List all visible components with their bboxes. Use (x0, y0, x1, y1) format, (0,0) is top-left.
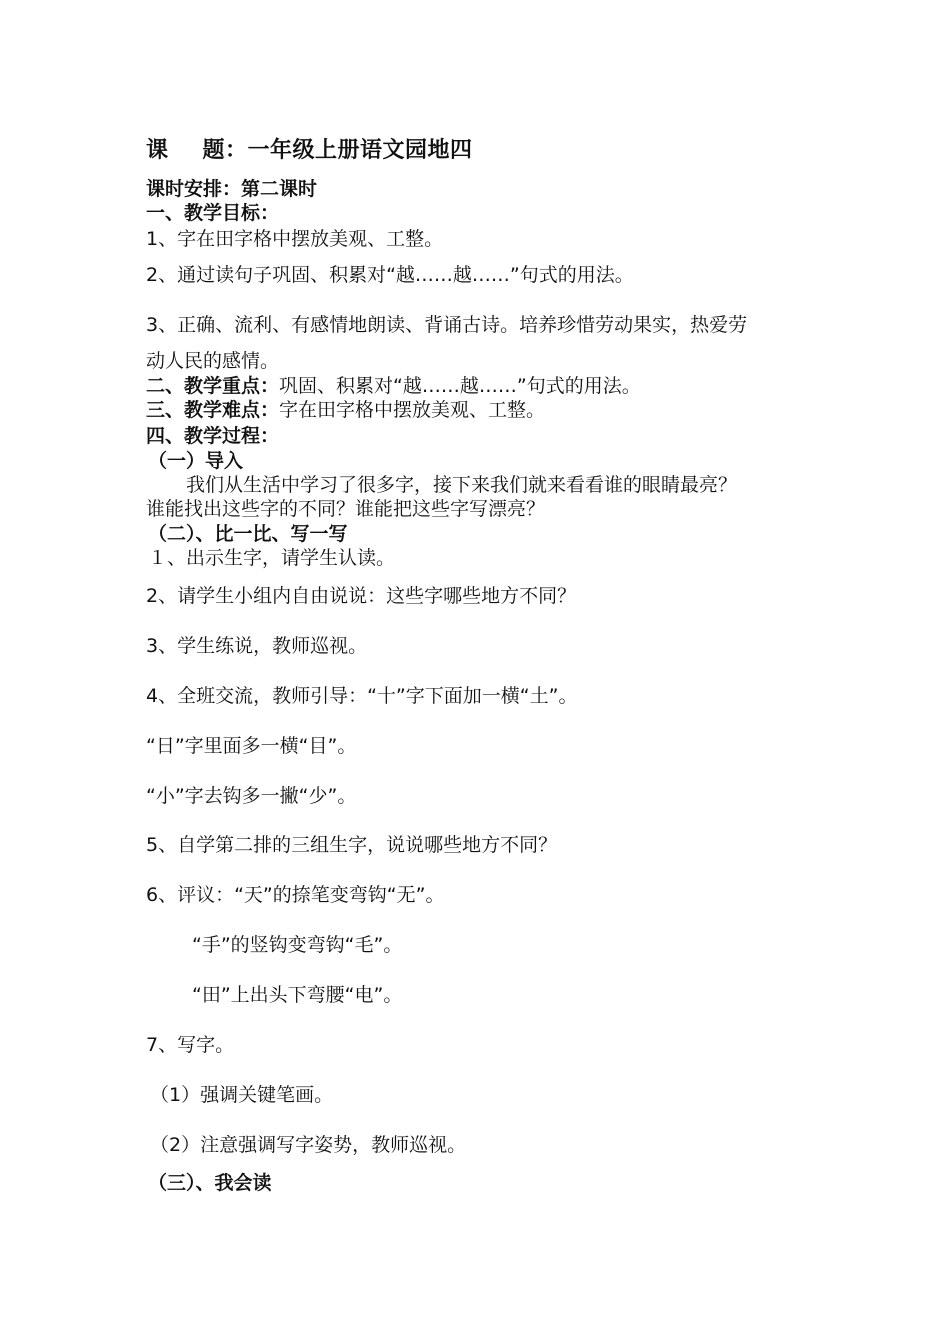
step-4-b: “小”字去钩多一撇“少”。 (146, 785, 357, 807)
goal-3-line-2: 动人民的感情。 (146, 350, 280, 372)
part-read-heading: （三）、我会读 (148, 1172, 272, 1194)
schedule-line: 课时安排：第二课时 (146, 178, 318, 200)
goal-2: 2、通过读句子巩固、积累对“越……越……”句式的用法。 (146, 264, 634, 286)
step-2: 2、请学生小组内自由说说：这些字哪些地方不同？ (146, 585, 577, 607)
step-7: 7、写字。 (146, 1034, 235, 1056)
section-process-heading: 四、教学过程： (146, 425, 280, 447)
step-7-a: （1）强调关键笔画。 (150, 1084, 334, 1106)
step-3: 3、学生练说，教师巡视。 (146, 635, 368, 657)
intro-line-1: 我们从生活中学习了很多字，接下来我们就来看看谁的眼睛最亮？ (186, 474, 738, 496)
step-4: 4、全班交流，教师引导：“十”字下面加一横“土”。 (146, 685, 578, 707)
step-7-b: （2）注意强调写字姿势，教师巡视。 (150, 1134, 467, 1156)
section-key-points (146, 374, 641, 398)
step-6: 6、评议：“天”的捺笔变弯钩“无”。 (146, 884, 445, 906)
key-points-text: 巩固、积累对“越……越……”句式的用法。 (279, 375, 641, 397)
key-points-heading: 二、教学重点： (146, 375, 280, 397)
title-label-a: 课 (146, 138, 169, 163)
step-6-a: “手”的竖钩变弯钩“毛”。 (192, 934, 403, 956)
step-5: 5、自学第二排的三组生字，说说哪些地方不同？ (146, 834, 558, 856)
lesson-title (146, 137, 473, 165)
goal-3-line-1: 3、正确、流利、有感情地朗读、背诵古诗。培养珍惜劳动果实，热爱劳 (146, 314, 748, 336)
section-difficulties (146, 398, 545, 422)
step-1: １、出示生字，请学生认读。 (148, 547, 396, 569)
intro-line-2: 谁能找出这些字的不同？谁能把这些字写漂亮？ (146, 498, 546, 520)
title-label-b: 题： (202, 138, 248, 163)
goal-1: 1、字在田字格中摆放美观、工整。 (146, 228, 444, 250)
step-6-b: “田”上出头下弯腰“电”。 (192, 984, 403, 1006)
part-intro-heading: （一）导入 (148, 450, 244, 472)
part-compare-heading: （二）、比一比、写一写 (148, 523, 348, 545)
step-4-a: “日”字里面多一横“目”。 (146, 735, 357, 757)
difficulties-heading: 三、教学难点： (146, 399, 280, 421)
section-goals-heading: 一、教学目标： (146, 202, 280, 224)
title-value: 一年级上册语文园地四 (247, 138, 473, 163)
difficulties-text: 字在田字格中摆放美观、工整。 (279, 399, 546, 421)
